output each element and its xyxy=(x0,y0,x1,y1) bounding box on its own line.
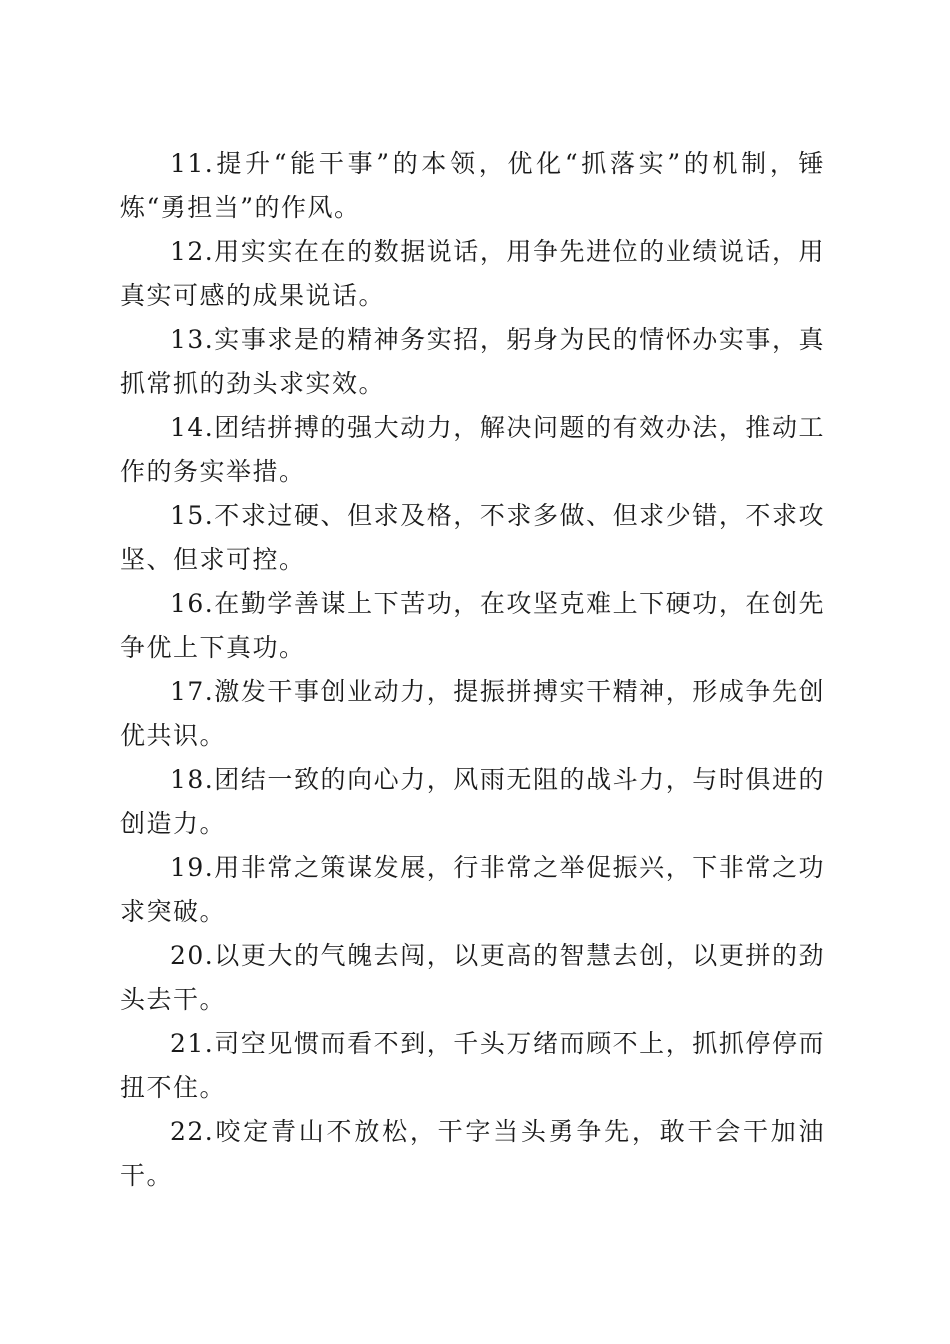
paragraph-17: 17.激发干事创业动力，提振拼搏实干精神，形成争先创优共识。 xyxy=(120,677,825,750)
paragraph-21: 21.司空见惯而看不到，千头万绪而顾不上，抓抓停停而扭不住。 xyxy=(120,1029,825,1102)
paragraph-22: 22.咬定青山不放松，干字当头勇争先，敢干会干加油干。 xyxy=(120,1117,825,1190)
paragraph-18: 18.团结一致的向心力，风雨无阻的战斗力，与时俱进的创造力。 xyxy=(120,765,825,838)
paragraph-16: 16.在勤学善谋上下苦功，在攻坚克难上下硬功，在创先争优上下真功。 xyxy=(120,589,825,662)
paragraph-20: 20.以更大的气魄去闯，以更高的智慧去创，以更拼的劲头去干。 xyxy=(120,941,825,1014)
paragraph-14: 14.团结拼搏的强大动力，解决问题的有效办法，推动工作的务实举措。 xyxy=(120,413,825,486)
document-body xyxy=(120,142,825,1198)
paragraph-15: 15.不求过硬、但求及格，不求多做、但求少错，不求攻坚、但求可控。 xyxy=(120,501,825,574)
paragraph-12: 12.用实实在在的数据说话，用争先进位的业绩说话，用真实可感的成果说话。 xyxy=(120,237,825,310)
paragraph-19: 19.用非常之策谋发展，行非常之举促振兴，下非常之功求突破。 xyxy=(120,853,825,926)
paragraph-11: 11.提升“能干事”的本领，优化“抓落实”的机制，锤炼“勇担当”的作风。 xyxy=(120,149,825,222)
paragraph-13: 13.实事求是的精神务实招，躬身为民的情怀办实事，真抓常抓的劲头求实效。 xyxy=(120,325,825,398)
